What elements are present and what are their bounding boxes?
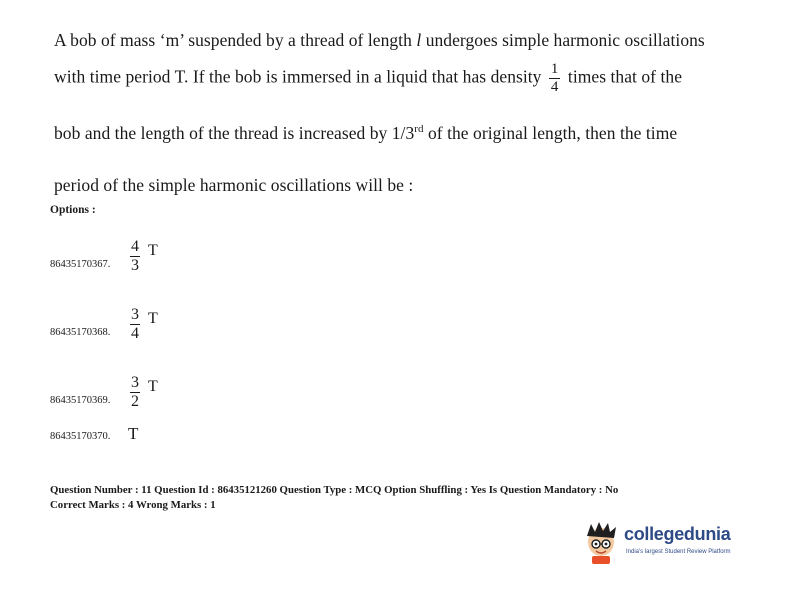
- fraction-denominator: 2: [131, 393, 139, 410]
- question-text: A bob of mass ‘m’ suspended by a thread of length: [54, 30, 412, 50]
- ordinal-superscript: rd: [414, 123, 424, 135]
- question-text: period of the simple harmonic oscillations will be :: [54, 175, 414, 195]
- density-fraction: [549, 62, 561, 95]
- marks-meta: Correct Marks : 4 Wrong Marks : 1: [50, 499, 216, 511]
- question-text: of the original length, then the time: [427, 123, 678, 143]
- option-id: 86435170369.: [50, 395, 111, 406]
- option-id: 86435170370.: [50, 431, 111, 442]
- fraction-numerator: 3: [131, 306, 139, 323]
- fraction-numerator: 1: [550, 61, 559, 77]
- collegedunia-logo: [582, 520, 752, 564]
- option-fraction: [130, 375, 140, 410]
- question-line-3: [54, 123, 677, 144]
- option-suffix: T: [148, 378, 158, 395]
- option-suffix: T: [148, 242, 158, 259]
- fraction-numerator: 3: [131, 374, 139, 391]
- question-text: with time period T. If the bob is immersed in a liquid that has density: [54, 66, 542, 87]
- option-id: 86435170367.: [50, 259, 111, 270]
- question-text: times that of the: [567, 66, 683, 87]
- fraction-numerator: 4: [131, 238, 139, 255]
- question-line-2: [54, 62, 682, 95]
- question-text: undergoes simple harmonic oscillations: [425, 30, 705, 50]
- question-meta: Question Number : 11 Question Id : 86435121260 Question Type : MCQ Option Shuffling : Yes Is Question Mandatory : No: [50, 484, 619, 496]
- fraction-denominator: 4: [131, 325, 139, 342]
- length-symbol: l: [416, 30, 422, 50]
- options-label: Options :: [50, 204, 96, 216]
- option-fraction: [130, 307, 140, 342]
- option-suffix: T: [148, 310, 158, 327]
- logo-tagline: India's largest Student Review Platform: [626, 549, 731, 555]
- option-fraction: [130, 239, 140, 274]
- fraction-denominator: 3: [131, 257, 139, 274]
- question-line-4: [54, 175, 413, 196]
- mascot-icon: [582, 520, 620, 564]
- question-line-1: [54, 30, 705, 51]
- fraction-denominator: 4: [550, 79, 559, 95]
- option-text: T: [128, 424, 139, 443]
- question-text: bob and the length of the thread is increased by 1/3: [54, 123, 415, 143]
- logo-name: collegedunia: [624, 524, 731, 544]
- option-id: 86435170368.: [50, 327, 111, 338]
